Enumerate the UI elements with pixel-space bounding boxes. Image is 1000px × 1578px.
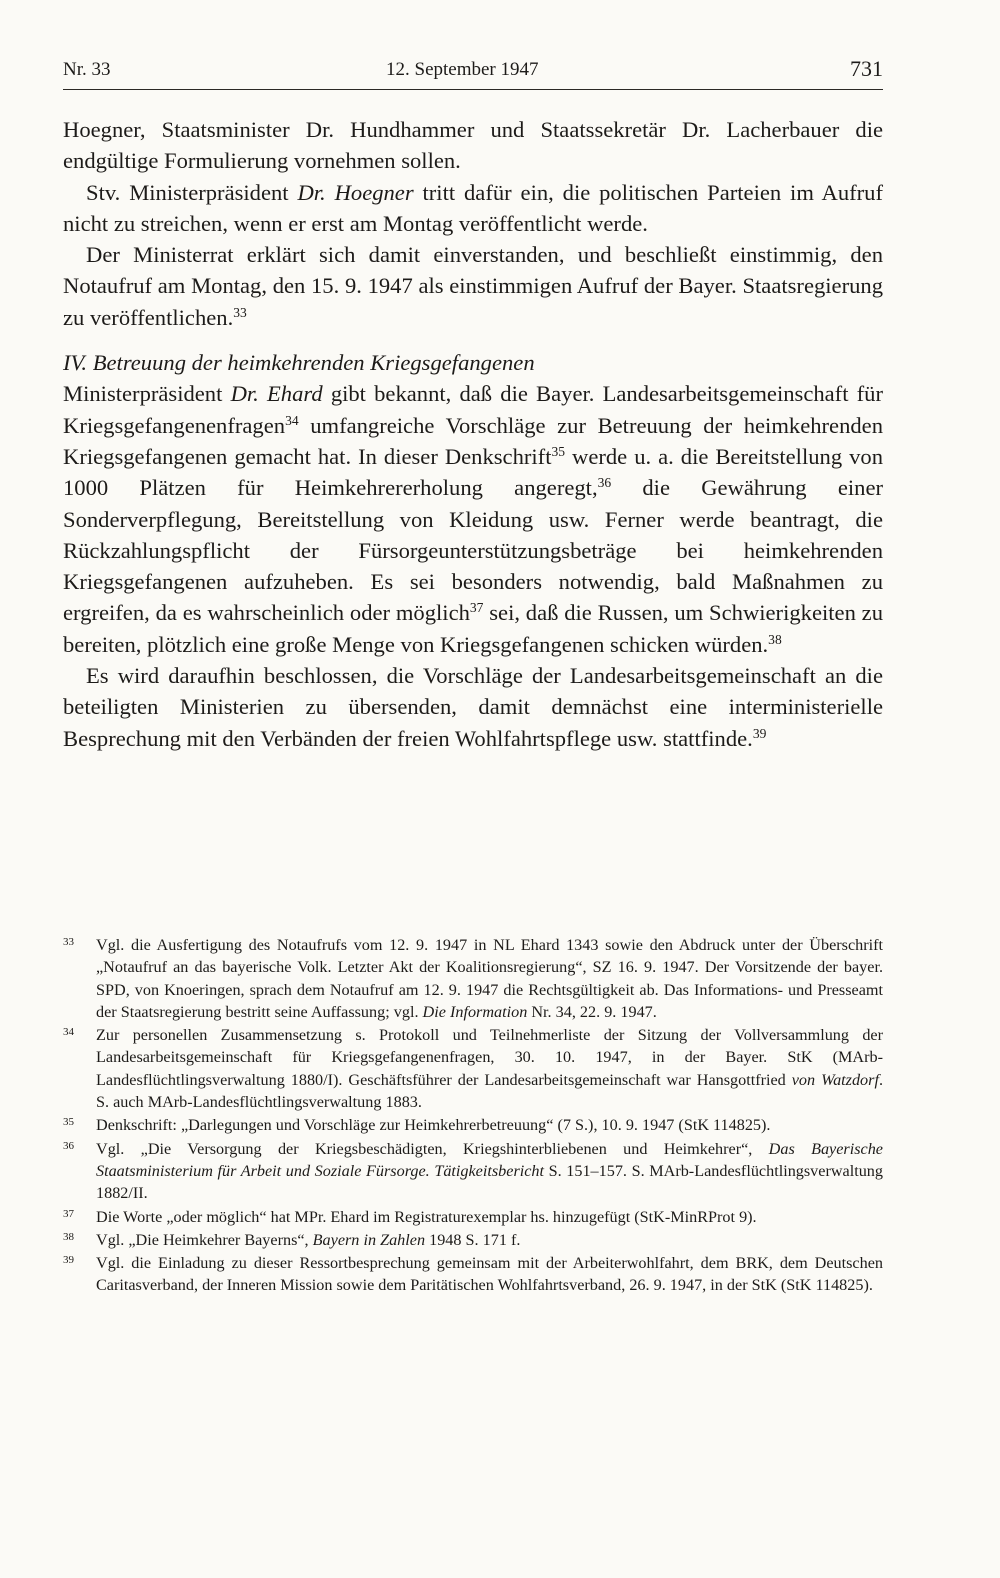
p3-text: Der Ministerrat erklärt sich damit einverstanden, und beschließt einstimmig, den Notaufruf am Montag, den 15. 9. 1947 als einstimmigen Aufruf der Bayer. Staatsregierung zu veröffentlichen. — [63, 242, 883, 330]
header-date: 12. September 1947 — [386, 59, 539, 80]
footnote-ref-34[interactable]: 34 — [285, 412, 299, 428]
footnote-35 — [63, 1114, 883, 1136]
footnote-text: Nr. 34, 22. 9. 1947. — [527, 1002, 657, 1021]
header-rule — [63, 89, 883, 90]
footnote-ref-39[interactable]: 39 — [752, 725, 767, 741]
p4-text-f: sei, daß die Russen, um Schwierigkeiten zu bereiten, plötzlich eine große Menge von Kriegsgefangenen schicken würden. — [63, 600, 883, 657]
running-header — [63, 56, 883, 90]
footnote-38 — [63, 1229, 883, 1251]
footnote-text: Vgl. „Die Heimkehrer Bayerns“, — [96, 1230, 313, 1249]
footnote-ref-33[interactable]: 33 — [233, 304, 247, 320]
issue-number: Nr. 33 — [63, 59, 111, 80]
footnote-text: Vgl. die Ausfertigung des Notaufrufs vom 12. 9. 1947 in NL Ehard 1343 sowie den Abdruck unter der Überschrift „Notaufruf an das bayerische Volk. Letzter Akt der Koalitionsregierung“, SZ 16. 9. 1947. Der Vorsitzende der bayer. SPD, von Knoeringen, sprach dem Notaufruf am 12. 9. 1947 die Rechtsgültigkeit ab. Das Informations- und Presseamt der Staatsregierung bestritt seine Auffassung; vgl. — [96, 936, 883, 1021]
footnote-title: Bayern in Zahlen — [312, 1230, 426, 1249]
footnote-number: 36 — [63, 1139, 74, 1152]
footnote-ref-36[interactable]: 36 — [597, 475, 612, 491]
person-ehard: Dr. Ehard — [230, 381, 323, 407]
section-heading: IV. Betreuung der heimkehrenden Kriegsgefangenen — [63, 350, 535, 376]
p4-text-d: werde u. a. die Bereitstellung von 1000 Plätzen für Heimkehrererholung angeregt, — [63, 443, 883, 501]
footnote-number: 39 — [63, 1254, 74, 1267]
p4-text-b: gibt bekannt, daß die Bayer. Landesarbeitsgemeinschaft für Kriegsgefangenenfragen — [63, 381, 884, 438]
footnote-person: von Watzdorf — [791, 1070, 879, 1089]
footnote-title: Die Information — [422, 1002, 528, 1021]
paragraph-1: Hoegner, Staatsminister Dr. Hundhammer und Staatssekretär Dr. Lacherbauer die endgültige Formulierung vornehmen sollen. — [63, 117, 883, 174]
document-page — [63, 0, 883, 1578]
p4-text-e: die Gewährung einer Sonderverpflegung, Bereitstellung von Kleidung usw. Ferner werde beantragt, die Rückzahlungspflicht der Fürsorgeunterstützungsbeträge bei heimkehrenden Kriegsgefangenen aufzuheben. Es sei besonders notwendig, bald Maßnahmen zu ergreifen, da es wahrscheinlich oder möglich — [63, 475, 883, 626]
footnote-36 — [63, 1138, 883, 1205]
footnote-text: S. 151–157. S. MArb-Landesflüchtlingsverwaltung 1882/II. — [96, 1161, 883, 1203]
footnote-number: 37 — [63, 1207, 74, 1220]
main-text — [63, 114, 883, 754]
footnote-number: 38 — [63, 1230, 74, 1243]
p4-text-c: umfangreiche Vorschläge zur Betreuung der heimkehrenden Kriegsgefangenen gemacht hat. In dieser Denkschrift — [63, 412, 883, 469]
footnote-text: Denkschrift: „Darlegungen und Vorschläge zur Heimkehrerbetreuung“ (7 S.), 10. 9. 1947 (StK 114825). — [96, 1116, 771, 1135]
person-hoegner: Dr. Hoegner — [297, 179, 414, 205]
p2-text-b: tritt dafür ein, die politischen Parteien im Aufruf nicht zu streichen, wenn er erst am Montag veröffentlicht werde. — [63, 179, 884, 236]
footnote-37 — [63, 1206, 883, 1228]
footnote-ref-37[interactable]: 37 — [469, 600, 484, 616]
footnote-text: Vgl. „Die Versorgung der Kriegsbeschädigten, Kriegshinterbliebenen und Heimkehrer“, — [96, 1139, 769, 1158]
paragraph-5 — [63, 660, 883, 754]
p5-text: Es wird daraufhin beschlossen, die Vorschläge der Landesarbeitsgemeinschaft an die beteiligten Ministerien zu übersenden, damit demnächst eine interministerielle Besprechung mit den Verbänden der freien Wohlfahrtspflege usw. stattfinde. — [63, 663, 883, 751]
footnote-text: Die Worte „oder möglich“ hat MPr. Ehard im Registraturexemplar hs. hinzugefügt (StK-MinRProt 9). — [96, 1207, 757, 1226]
paragraph-3 — [63, 239, 883, 333]
footnote-ref-35[interactable]: 35 — [551, 443, 566, 459]
paragraph-4 — [63, 378, 883, 660]
footnote-text: Zur personellen Zusammensetzung s. Protokoll und Teilnehmerliste der Sitzung der Vollversammlung der Landesarbeitsgemeinschaft für Kriegsgefangenenfragen, 30. 10. 1947, in der Bayer. StK (MArb-Landesflüchtlingsverwaltung 1880/I). Geschäftsführer der Landesarbeitsgemeinschaft war Hansgottfried — [96, 1026, 883, 1089]
section-gap — [63, 333, 883, 347]
footnote-33 — [63, 934, 883, 1023]
footnote-ref-38[interactable]: 38 — [768, 631, 782, 647]
footnote-39 — [63, 1252, 883, 1297]
p2-text-a: Stv. Ministerpräsident — [86, 179, 298, 205]
paragraph-2 — [63, 177, 883, 240]
footnotes — [63, 934, 883, 1297]
footnote-text: . S. auch MArb-Landesflüchtlingsverwaltung 1883. — [96, 1070, 883, 1112]
footnote-text: 1948 S. 171 f. — [425, 1230, 521, 1249]
footnote-number: 33 — [63, 936, 74, 948]
page-number: 731 — [850, 56, 883, 81]
footnote-number: 34 — [63, 1026, 74, 1039]
footnote-number: 35 — [63, 1116, 74, 1129]
p4-text-a: Ministerpräsident — [63, 381, 231, 407]
footnote-title: Das Bayerische Staatsministerium für Arbeit und Soziale Fürsorge. Tätigkeitsbericht — [96, 1139, 883, 1180]
footnote-text: Vgl. die Einladung zu dieser Ressortbesprechung gemeinsam mit der Arbeiterwohlfahrt, dem BRK, dem Deutschen Caritasverband, der Inneren Mission sowie dem Paritätischen Wohlfahrtsverband, 26. 9. 1947, in der StK (StK 114825). — [96, 1254, 883, 1295]
footnote-34 — [63, 1024, 883, 1113]
